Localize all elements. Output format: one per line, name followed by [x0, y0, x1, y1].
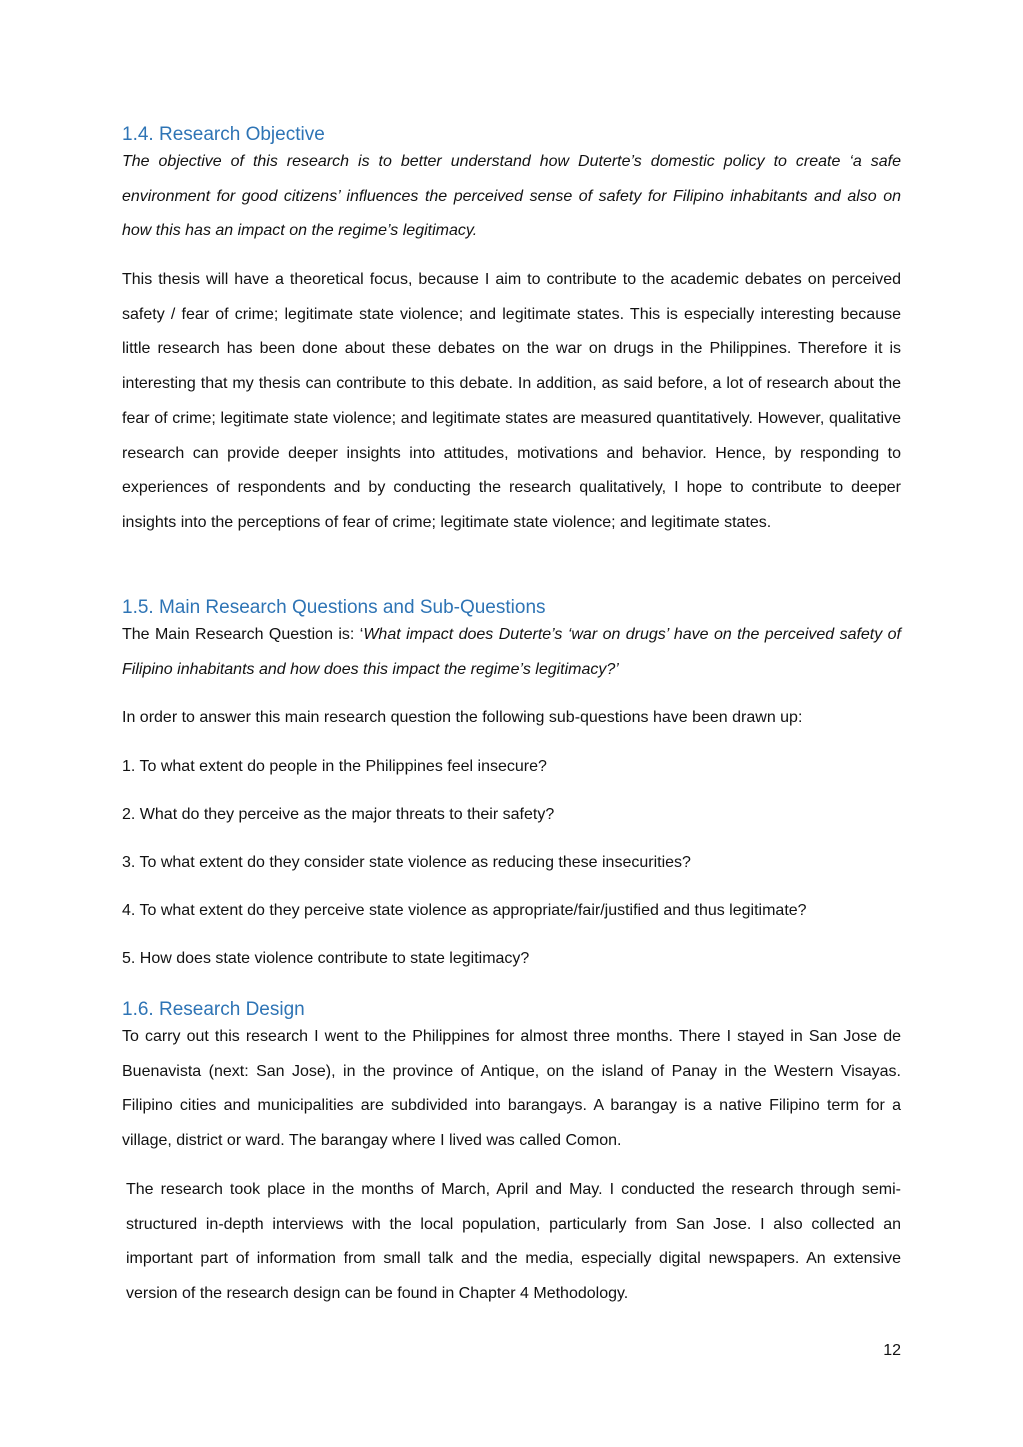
sub-question-item: 4. To what extent do they perceive state violence as appropriate/fair/justified and thus legitimate? [122, 902, 807, 919]
section-heading-research-questions: 1.5. Main Research Questions and Sub-Questions [122, 597, 546, 618]
sub-questions-intro: In order to answer this main research question the following sub-questions have been drawn up: [122, 709, 803, 726]
main-research-question [122, 618, 901, 687]
sub-question-item: 5. How does state violence contribute to state legitimacy? [122, 950, 530, 967]
research-design-paragraph-2: The research took place in the months of March, April and May. I conducted the research through semi-structured in-depth interviews with the local population, particularly from San Jose. I also collected an important part of information from small talk and the media, especially digital newspapers. An extensive version of the research design can be found in Chapter 4 Methodology. [126, 1181, 901, 1303]
sub-question-item: 3. To what extent do they consider state violence as reducing these insecurities? [122, 854, 691, 871]
main-question-prefix: The Main Research Question is: ‘ [122, 626, 364, 643]
page-number: 12 [883, 1342, 901, 1359]
research-design-paragraph-1: To carry out this research I went to the Philippines for almost three months. There I stayed in San Jose de Buenavista (next: San Jose), in the province of Antique, on the island of Panay in the Western Visayas. Filipino cities and municipalities are subdivided into barangays. A barangay is a native Filipino term for a village, district or ward. The barangay where I lived was called Comon. [122, 1028, 901, 1150]
main-question-text: What impact does Duterte’s ‘war on drugs’ have on the perceived safety of Filipino inhabitants and how does this impact the regime’s legitimacy?’ [122, 626, 901, 678]
objective-text: The objective of this research is to better understand how Duterte’s domestic policy to create ‘a safe environment for good citizens’ influences the perceived sense of safety for Filipino inhabitants and also on how this has an impact on the regime’s legitimacy. [122, 153, 901, 240]
research-objective-statement [122, 145, 901, 249]
section-heading-research-design: 1.6. Research Design [122, 999, 305, 1020]
sub-question-item: 2. What do they perceive as the major threats to their safety? [122, 806, 555, 823]
section-heading-research-objective: 1.4. Research Objective [122, 124, 325, 145]
sub-question-item: 1. To what extent do people in the Philippines feel insecure? [122, 758, 547, 775]
theoretical-focus-paragraph: This thesis will have a theoretical focus, because I aim to contribute to the academic debates on perceived safety / fear of crime; legitimate state violence; and legitimate states. This is especially interesting because little research has been done about these debates on the war on drugs in the Philippines. Therefore it is interesting that my thesis can contribute to this debate. In addition, as said before, a lot of research about the fear of crime; legitimate state violence; and legitimate states are measured quantitatively. However, qualitative research can provide deeper insights into attitudes, motivations and behavior. Hence, by responding to experiences of respondents and by conducting the research qualitatively, I hope to contribute to deeper insights into the perceptions of fear of crime; legitimate state violence; and legitimate states. [122, 271, 901, 531]
